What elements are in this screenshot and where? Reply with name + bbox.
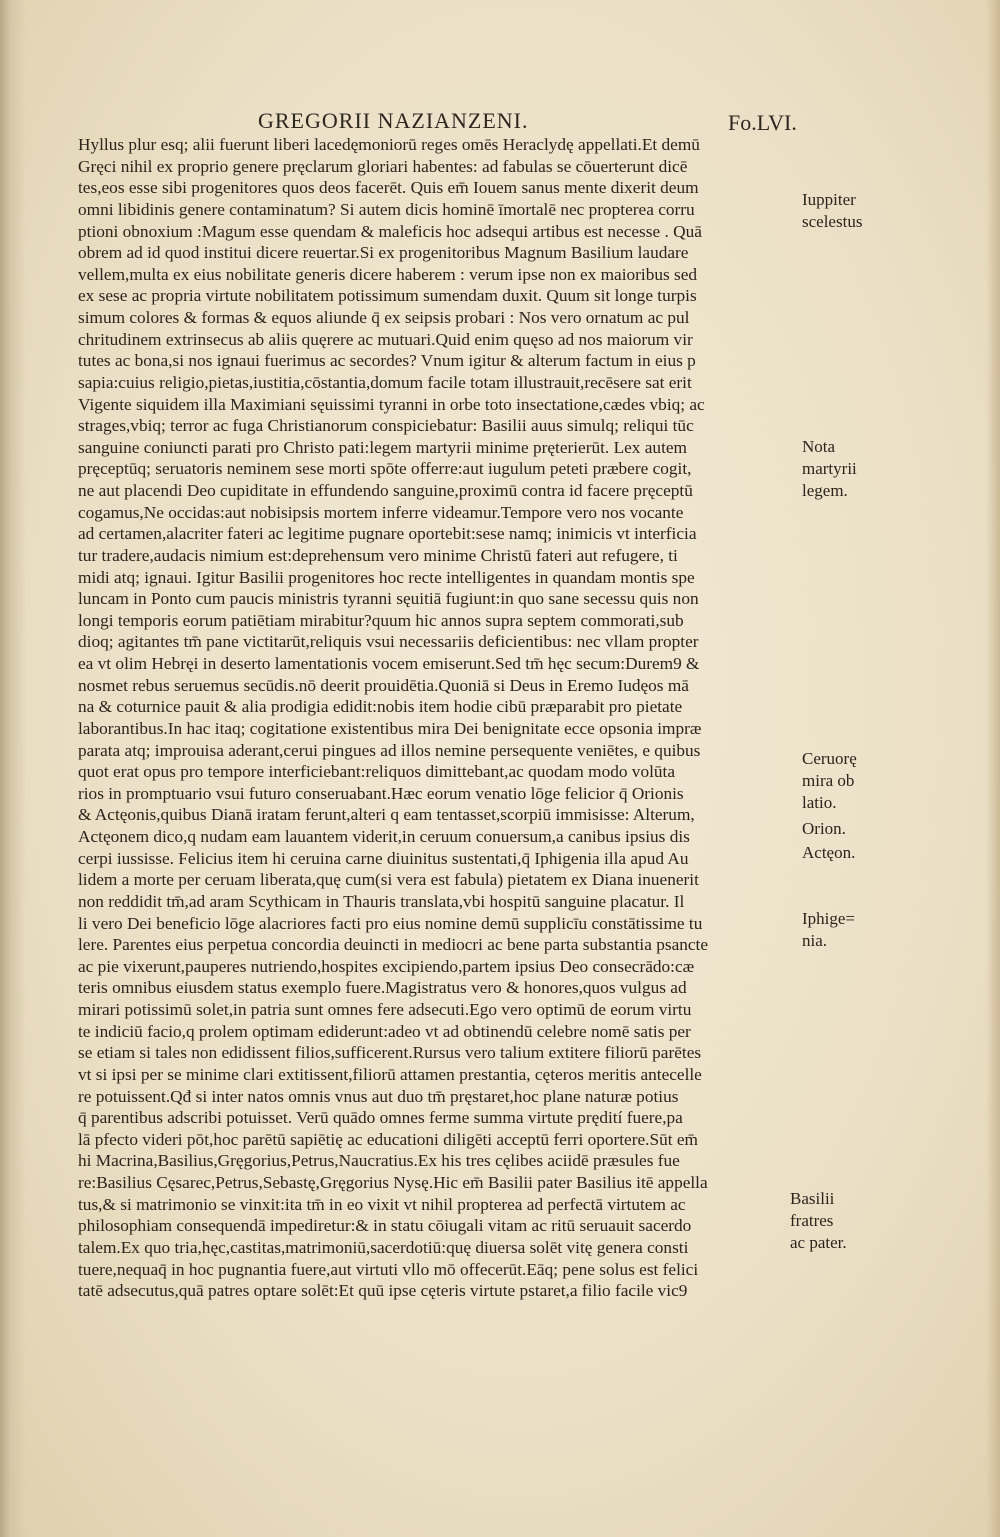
text-line: luncam in Ponto cum paucis ministris tyranni sęuitiā fugiunt:in quo sane secessu quis non	[78, 589, 699, 609]
text-line: lere. Parentes eius perpetua concordia deuincti in mediocri ac bene parta substantia psancte	[78, 935, 709, 955]
margin-note-line: Orion.	[802, 819, 846, 838]
text-line: tatē adsecutus,quā patres optare solēt:Et quū ipse cęteris virtute pstaret,a filio facile vic9	[78, 1281, 688, 1301]
text-line: q̄ parentibus adscribi potuisset. Verū quādo omnes ferme summa virtute prędití fuere,pa	[78, 1108, 683, 1128]
text-line: obrem ad id quod institui dicere reuertar.Si ex progenitoribus Magnum Basilium laudare	[78, 243, 689, 263]
page-edge	[986, 0, 1000, 1537]
text-line: philosophiam consequendā impediretur:& in statu cōiugali vitam ac ritū seruauit sacerdo	[78, 1216, 692, 1236]
text-line: rios in promptuario vsui futuro conseruabant.Hæc eorum venatio lōge felicior q̄ Orionis	[78, 783, 684, 803]
text-line: se etiam si tales non edidissent filios,sufficerent.Rursus vero talium extitere filiorū parētes	[78, 1043, 702, 1063]
text-line: ea vt olim Hebręi in deserto lamentationis vocem emiserunt.Sed tm̄ hęc secum:Durem9 &	[78, 654, 700, 673]
margin-note-line: Basilii	[790, 1189, 835, 1208]
text-line: lidem a morte per ceruam liberata,quę cum(si vera est fabula) pietatem ex Diana inuenerit	[78, 870, 699, 890]
margin-note-basilii	[790, 1188, 885, 1254]
text-line: vellem,multa ex eius nobilitate generis dicere haberem : verum ipse non ex maioribus sed	[78, 264, 698, 284]
folio-number: Fo.LVI.	[728, 110, 797, 135]
text-line: lā pfecto videri pōt,hoc parētū sapiētię ac educationi diligēti acceptū ferri oportere.Sūt em̄	[78, 1129, 698, 1149]
text-line: dioq; agitantes tm̄ pane victitarūt,reliquis vsui necessariis deficientibus: nec vllam propter	[78, 632, 699, 652]
text-line: laborantibus.In hac itaq; cogitatione existentibus mira Dei benignitate ecce opsonia impræ	[78, 718, 702, 738]
text-line: na & coturnice pauit & alia prodigia edidit:nobis item hodie cibū præparabit pro pietate	[78, 697, 683, 717]
text-line: vt si ipsi per se minime clari extitissent,filiorū attamen prestantia, cęteros meritis antecelle	[78, 1064, 702, 1084]
text-line: cerpi iussisse. Felicius item hi ceruina carne diuinitus sustentati,q̄ Iphigenia illa apud Au	[78, 848, 689, 868]
margin-note-line: Iphige=	[802, 909, 856, 928]
margin-note-line: scelestus	[802, 212, 863, 231]
text-line: Gręci nihil ex proprio genere pręclarum gloriari habentes: ad fabulas se cōuerterunt dicē	[78, 156, 688, 176]
margin-note-line: latio.	[802, 793, 837, 812]
margin-note-line: legem.	[802, 481, 848, 500]
margin-note-iuppiter	[802, 189, 897, 233]
text-line: ac pie vixerunt,pauperes nutriendo,hospites excipiendo,partem ipsius Deo consecrādo:cæ	[78, 956, 695, 976]
margin-note-line: Nota	[802, 437, 836, 456]
text-line: te indiciū facio,q prolem optimam ediderunt:adeo vt ad obtinendū celebre nomē satis per	[78, 1021, 691, 1041]
text-line: ad certamen,alacriter fateri ac legitime pugnare oportebit:sese namq; inimicis vt interficia	[78, 524, 697, 544]
text-line: tuere,nequaq̄ in hoc pugnantia fuere,aut virtuti vllo mō offecerūt.Eāq; pene solus est felici	[78, 1259, 699, 1279]
text-line: teris omnibus eiusdem status exemplo fuere.Magistratus vero & honores,quos vulgus ad	[78, 978, 687, 998]
margin-note-iphigenia	[802, 908, 897, 952]
text-line: Vigente siquidem illa Maximiani sęuissimi tyranni in orbe toto insectatione,cædes vbiq; ac	[78, 394, 705, 414]
text-line: longi temporis eorum patiētiam mirabitur?quum hic annos supra septem commorati,sub	[78, 610, 684, 630]
text-line: pręceptūq; seruatoris neminem sese morti spōte offerre:aut iugulum peteti præbere cogit,	[78, 459, 692, 479]
text-line: cogamus,Ne occidas:aut nobisipsis mortem inferre videamur.Tempore vero nos vocante	[78, 502, 684, 522]
text-line: talem.Ex quo tria,hęc,castitas,matrimoniū,sacerdotiū:quę diuersa solēt vitę genera consti	[78, 1237, 689, 1257]
text-line: sapia:cuius religio,pietas,iustitia,cōstantia,domum facile totam illustrauit,recēsere sat erit	[78, 372, 692, 392]
text-line: nosmet rebus seruemus secūdis.nō deerit prouidētia.Quoniā si Deus in Eremo Iudęos mā	[78, 675, 689, 695]
text-line: & Actęonis,quibus Dianā iratam ferunt,alteri q eam tentasset,scorpiū immisisse: Alterum,	[78, 805, 695, 825]
margin-note-ceruorum	[802, 748, 897, 814]
margin-note-line: mira ob	[802, 771, 855, 790]
text-line: tutes ac bona,si nos ignaui fuerimus ac secordes? Vnum igitur & alterum factum in eius p	[78, 351, 696, 371]
text-line: strages,vbiq; terror ac fuga Christianorum conspiciebatur: Basilii auus simulq; reliqui tūc	[78, 416, 694, 436]
text-line: chritudinem extrinsecus ab aliis quęrere ac mutuari.Quid enim quęso ad nos maiorum vir	[78, 329, 693, 349]
margin-note-line: nia.	[802, 931, 828, 950]
text-line: parata atq; improuisa aderant,cerui pingues ad illos nemine persequente veniētes, e quibus	[78, 740, 701, 760]
text-line: Hyllus plur esq; alii fuerunt liberi lacedęmoniorū reges omēs Heraclydę appellati.Et demū	[78, 135, 700, 154]
text-line: li vero Dei beneficio lōge alacriores facti pro eius nomine demū supplicīu constātissime tu	[78, 913, 703, 933]
text-line: midi atq; ignaui. Igitur Basilii progenitores hoc recte intelligentes in quandam montis spe	[78, 567, 695, 587]
margin-note-martyrii	[802, 436, 897, 502]
text-line: quot erat opus pro tempore interficiebant:reliquos dimittebant,ac quodam modo volūta	[78, 762, 676, 782]
text-line: non reddidit tm̄,ad aram Scythicam in Thauris translata,vbi hospitū sanguine placatur. Il	[78, 891, 685, 911]
body-text	[78, 134, 796, 1302]
text-line: tus,& si matrimonio se vinxit:ita tm̄ in eo vixit vt nihil propterea ad perfectā virtutem ac	[78, 1194, 686, 1214]
text-line: re:Basilius Cęsarec,Petrus,Sebastę,Gręgorius Nysę.Hic em̄ Basilii pater Basilius itē appella	[78, 1173, 708, 1192]
text-line: ne aut placendi Deo cupiditate in effundendo sanguine,proximū contra id facere pręceptū	[78, 481, 693, 500]
text-line: Actęonem dico,q nudam eam lauantem viderit,in ceruum conuersum,a canibus ipsius dis	[78, 827, 690, 846]
text-line: tes,eos esse sibi progenitores quos deos facerēt. Quis em̄ Iouem sanus mente dixerit deum	[78, 178, 699, 198]
margin-note-line: fratres	[790, 1211, 834, 1230]
text-line: hi Macrina,Basilius,Gręgorius,Petrus,Naucratius.Ex his tres cęlibes aciidē præsules fue	[78, 1151, 680, 1171]
text-line: ptioni obnoxium :Magum esse quendam & maleficis hoc adsequi artibus est necesse . Quā	[78, 221, 702, 241]
margin-note-line: Actęon.	[802, 843, 856, 862]
margin-note-line: Ceruorę	[802, 749, 857, 768]
text-line: simum colores & formas & equos aliunde q̄ ex seipsis probari : Nos vero ornatum ac pul	[78, 308, 690, 327]
margin-note-orion	[802, 818, 897, 840]
margin-note-line: Iuppiter	[802, 190, 856, 209]
text-line: ex sese ac propria virtute nobilitatem potissimum sumendam duxit. Quum sit longe turpis	[78, 286, 697, 306]
margin-note-acteon	[802, 842, 897, 864]
text-line: sanguine coniuncti parati pro Christo pati:legem martyrii minime pręterierūt. Lex autem	[78, 437, 687, 457]
running-title: GREGORII NAZIANZENI.	[258, 108, 529, 133]
text-line: tur tradere,audacis nimium est:deprehensum vero minime Christū fateri aut refugere, ti	[78, 545, 678, 565]
margin-note-line: martyrii	[802, 459, 857, 478]
margin-note-line: ac pater.	[790, 1233, 847, 1252]
text-line: re potuissent.Qđ si inter natos omnis vnus aut duo tm̄ pręstaret,hoc plane naturæ potius	[78, 1086, 679, 1106]
text-line: mirari potissimū solet,in patria sunt omnes fere adsecuti.Ego vero optimū de eorum virtu	[78, 1000, 692, 1019]
text-line: omni libidinis genere contaminatum? Si autem dicis hominē īmortalē nec propterea corru	[78, 199, 695, 219]
binding-gutter	[0, 0, 26, 1537]
